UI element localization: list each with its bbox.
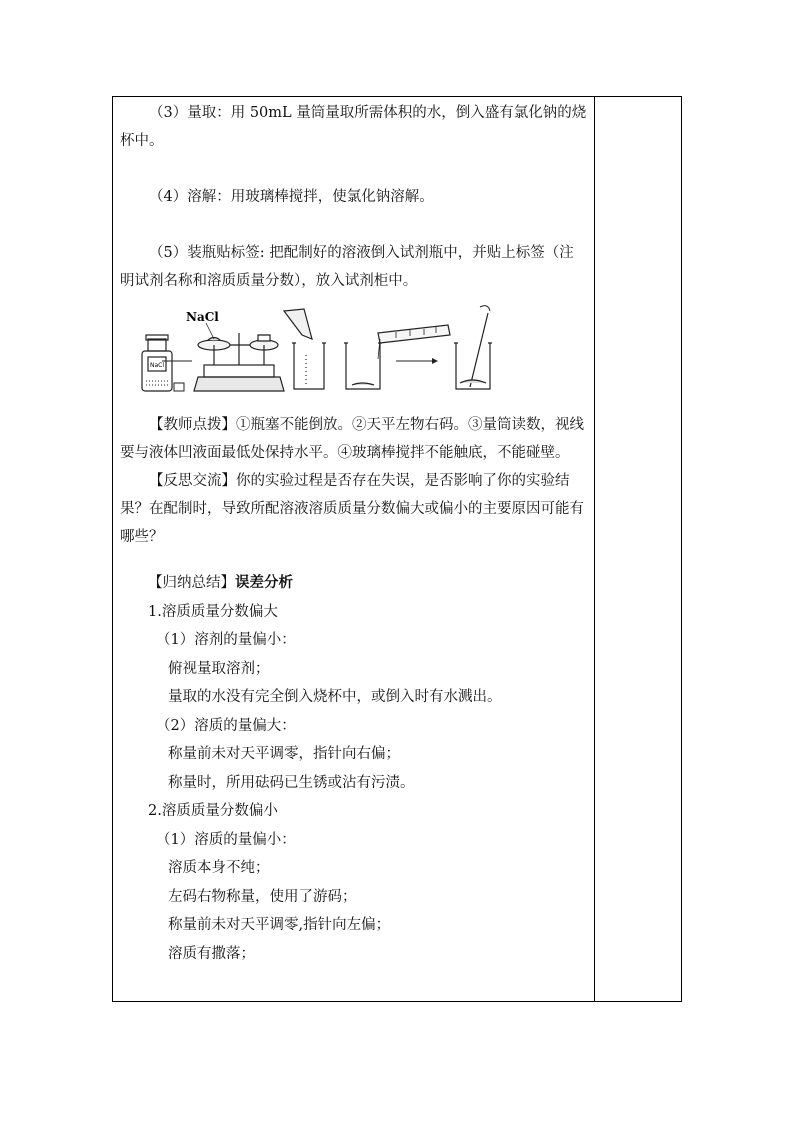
smaller-sub1: （1）溶质的量偏小：: [156, 831, 296, 848]
list-item: 称量时，所用砝码已生锈或沾有污渍。: [168, 774, 415, 791]
balance: [194, 333, 284, 391]
bottle-label: NaCl: [150, 362, 165, 369]
list-item: 溶质本身不纯；: [168, 860, 270, 876]
graduated-cylinder: [378, 325, 450, 359]
beaker-3: [454, 306, 492, 389]
lesson-table: [112, 96, 682, 1002]
list-item: 称量前未对天平调零，指针向右偏；: [168, 746, 400, 762]
list-item: 溶质有撒落；: [168, 945, 255, 962]
list-item: 左码右物称量，使用了游码；: [168, 888, 357, 905]
column-divider: [594, 97, 595, 1001]
list-item: 称量前未对天平调零,指针向左偏；: [168, 917, 391, 933]
step-5-text: （5）装瓶贴标签: 把配制好的溶液倒入试剂瓶中，并贴上标签（注明试剂名称和溶质质量分数），放入试剂柜中。: [120, 245, 574, 289]
smaller-title: 2.溶质质量分数偏小: [148, 803, 278, 819]
teacher-tip: 【教师点拨】①瓶塞不能倒放。②天平左物右码。③量筒读数，视线要与液体凹液面最低处保持水平。④玻璃棒搅拌不能触底，不能碰壁。: [120, 417, 584, 461]
reflection: 【反思交流】你的实验过程是否存在失误，是否影响了你的实验结果？在配制时，导致所配溶液溶质质量分数偏大或偏小的主要原因可能有哪些？: [120, 473, 584, 545]
larger-title: 1.溶质质量分数偏大: [148, 603, 278, 620]
list-item: 量取的水没有完全倒入烧杯中，或倒入时有水溅出。: [168, 689, 502, 705]
content-cell: [120, 99, 588, 968]
label-pointer: [206, 323, 214, 339]
larger-sub2: （2）溶质的量偏大：: [156, 717, 296, 734]
summary-heading: 【归纳总结】误差分析: [148, 574, 293, 591]
step-4-text: （4）溶解：用玻璃棒搅拌，使氯化钠溶解。: [149, 189, 434, 205]
bottle-dots: [146, 381, 168, 385]
beaker-2: [344, 343, 382, 389]
step-3-text: （3）量取：用 50mL 量筒量取所需体积的水，倒入盛有氯化钠的烧杯中。: [120, 105, 587, 149]
procedure-illustration: [134, 299, 514, 399]
arrow-2-head: [432, 358, 438, 364]
list-item: 俯视量取溶剂；: [168, 660, 270, 677]
nacl-label: NaCl: [186, 310, 219, 324]
larger-sub1: （1）溶剂的量偏小：: [156, 632, 296, 648]
stopper: [174, 383, 184, 391]
experiment-figure: [120, 299, 588, 409]
beaker-1: [284, 309, 326, 389]
